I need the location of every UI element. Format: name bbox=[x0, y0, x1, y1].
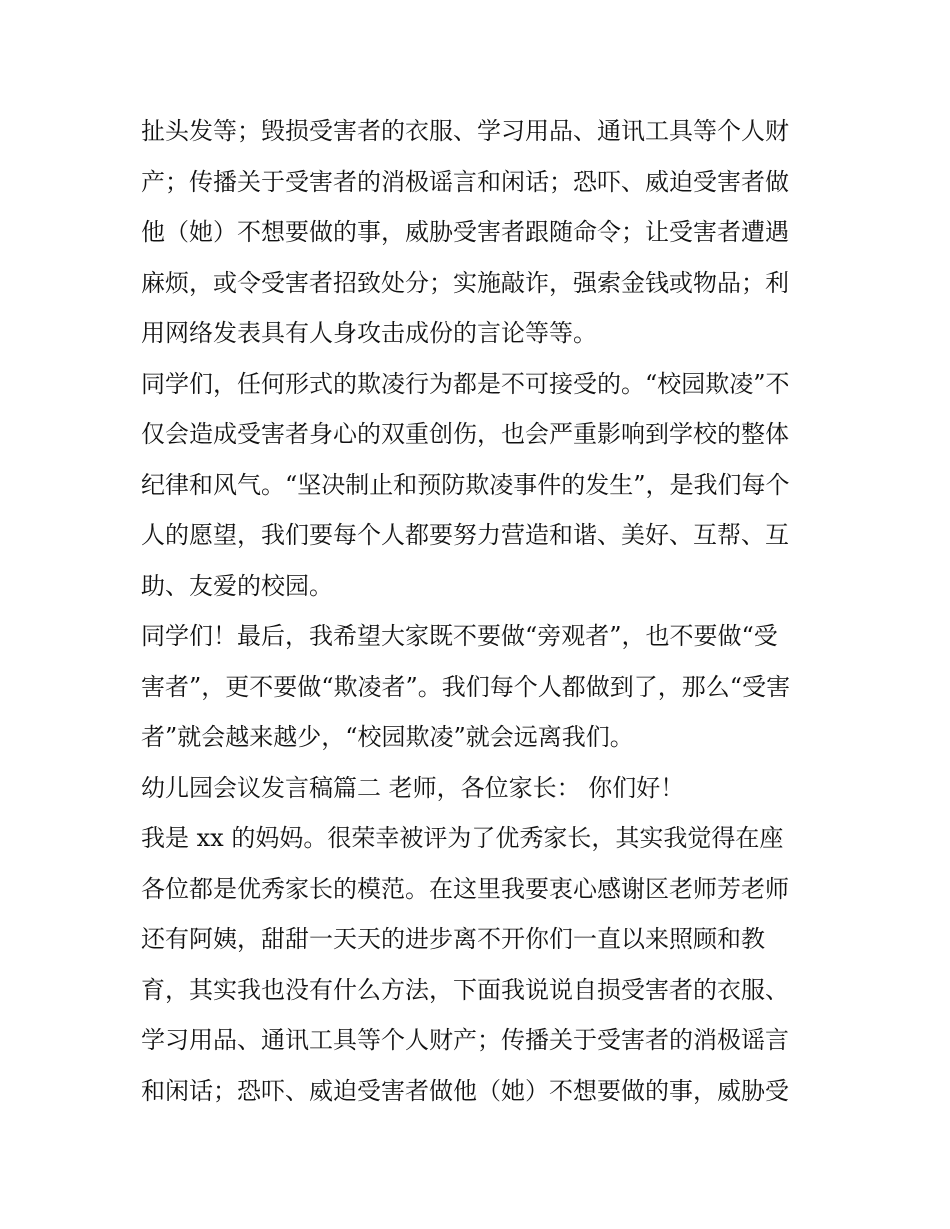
text-line-10: 助、友爱的校园。 bbox=[141, 571, 333, 600]
text-line-8: 纪律和风气。“坚决制止和预防欺凌事件的发生”，是我们每个 bbox=[141, 470, 790, 499]
text-line-18: 育，其实我也没有什么方法，下面我说说自损受害者的衣服、 bbox=[141, 975, 789, 1004]
text-line-16: 各位都是优秀家长的模范。在这里我要衷心感谢区老师芳老师 bbox=[141, 874, 789, 903]
text-line-13: 者”就会越来越少，“校园欺凌”就会远离我们。 bbox=[141, 723, 634, 751]
text-line-17: 还有阿姨，甜甜一天天的进步离不开你们一直以来照顾和教 bbox=[141, 925, 765, 953]
text-line-1: 扯头发等；毁损受害者的衣服、学习用品、通讯工具等个人财 bbox=[141, 117, 789, 145]
text-line-7: 仅会造成受害者身心的双重创伤，也会严重影响到学校的整体 bbox=[141, 420, 789, 448]
text-line-15: 我是 xx 的妈妈。很荣幸被评为了优秀家长，其实我觉得在座 bbox=[141, 824, 784, 852]
text-line-11: 同学们！最后，我希望大家既不要做“旁观者”，也不要做“受 bbox=[141, 622, 778, 650]
text-line-9: 人的愿望，我们要每个人都要努力营造和谐、美好、互帮、互 bbox=[141, 521, 789, 549]
text-line-12: 害者”，更不要做“欺凌者”。我们每个人都做到了，那么“受害 bbox=[141, 672, 791, 701]
body-text bbox=[141, 106, 821, 1116]
text-line-5: 用网络发表具有人身攻击成份的言论等等。 bbox=[141, 319, 597, 347]
text-line-4: 麻烦，或令受害者招致处分；实施敲诈，强索金钱或物品；利 bbox=[141, 268, 789, 297]
text-line-3: 他（她）不想要做的事，威胁受害者跟随命令；让受害者遭遇 bbox=[141, 218, 789, 246]
text-line-19: 学习用品、通讯工具等个人财产；传播关于受害者的消极谣言 bbox=[141, 1026, 789, 1054]
section-heading-line: 幼儿园会议发言稿篇二 老师，各位家长： 你们好！ bbox=[141, 773, 685, 802]
text-line-20: 和闲话；恐吓、威迫受害者做他（她）不想要做的事，威胁受 bbox=[141, 1076, 789, 1105]
text-line-2: 产；传播关于受害者的消极谣言和闲话；恐吓、威迫受害者做 bbox=[141, 167, 789, 196]
text-line-6: 同学们，任何形式的欺凌行为都是不可接受的。“校园欺凌”不 bbox=[141, 369, 790, 398]
